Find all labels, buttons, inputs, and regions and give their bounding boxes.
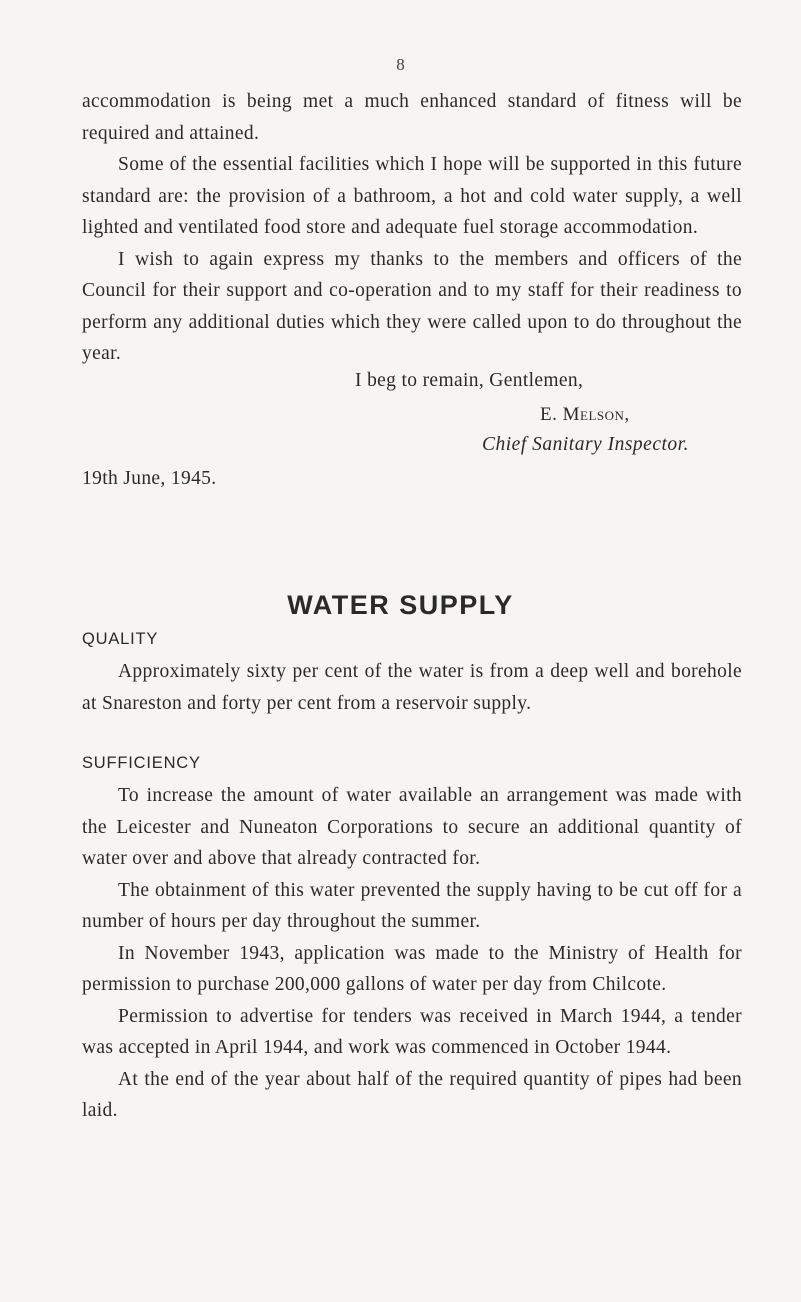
section-title: WATER SUPPLY bbox=[287, 590, 514, 620]
signer-name bbox=[540, 404, 630, 426]
quality-paragraph: Approximately sixty per cent of the water is from a deep well and borehole at Snareston and forty per cent from a reservoir supply. bbox=[82, 661, 742, 714]
quality-heading: QUALITY bbox=[82, 630, 159, 648]
intro-paragraph-3: I wish to again express my thanks to the members and officers of the Council for their support and co-operation and to my staff for their readiness to perform any additional duties which they were called upon to do throughout the year. bbox=[82, 248, 742, 364]
letter-date: 19th June, 1945. bbox=[82, 468, 217, 489]
sufficiency-paragraph-1: To increase the amount of water available an arrangement was made with the Leicester and Nuneaton Corporations to secure an additional quantity of water over and above that already contracted for. bbox=[82, 785, 742, 869]
signer-initial: E. bbox=[540, 404, 558, 425]
quality-text-block bbox=[82, 656, 742, 719]
intro-text bbox=[82, 86, 742, 370]
signer-role: Chief Sanitary Inspector. bbox=[482, 434, 689, 455]
page-number: 8 bbox=[396, 55, 405, 74]
sufficiency-paragraph-5: At the end of the year about half of the required quantity of pipes had been laid. bbox=[82, 1068, 742, 1121]
signer-surname: Melson, bbox=[562, 404, 630, 425]
closing-salutation: I beg to remain, Gentlemen, bbox=[355, 370, 584, 391]
intro-paragraph-1: accommodation is being met a much enhanced standard of fitness will be required and attained. bbox=[82, 91, 742, 144]
sufficiency-paragraph-3: In November 1943, application was made to the Ministry of Health for permission to purchase 200,000 gallons of water per day from Chilcote. bbox=[82, 942, 742, 995]
sufficiency-text-block bbox=[82, 780, 742, 1127]
sufficiency-paragraph-4: Permission to advertise for tenders was received in March 1944, a tender was accepted in April 1944, and work was commenced in October 1944. bbox=[82, 1005, 742, 1058]
sufficiency-paragraph-2: The obtainment of this water prevented the supply having to be cut off for a number of hours per day throughout the summer. bbox=[82, 879, 742, 932]
sufficiency-heading: SUFFICIENCY bbox=[82, 754, 201, 772]
intro-paragraph-2: Some of the essential facilities which I hope will be supported in this future standard are: the provision of a bathroom, a hot and cold water supply, a well lighted and ventilated food store and adequate fuel storage accommodation. bbox=[82, 154, 742, 238]
